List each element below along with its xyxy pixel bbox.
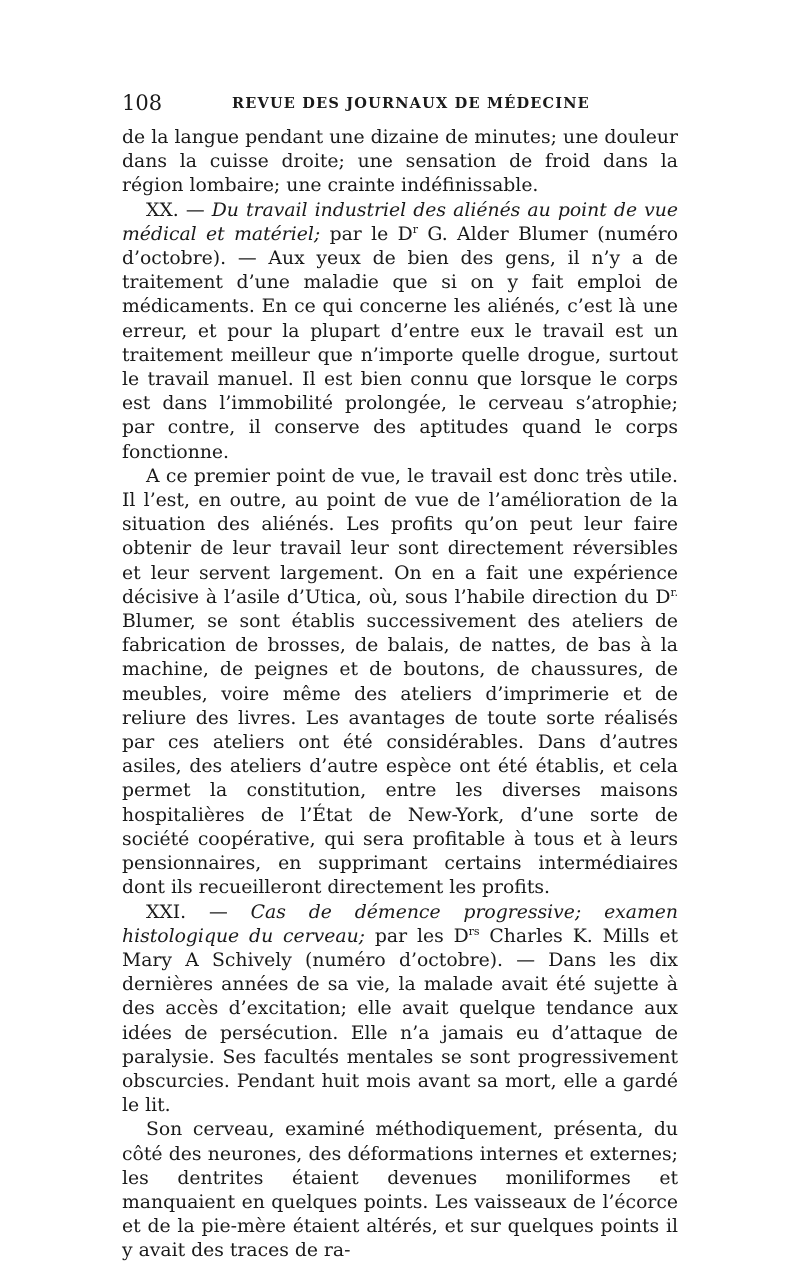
article-number: XX. —: [146, 199, 212, 221]
book-page: [122, 88, 678, 1264]
paragraph-text: Dans les dix dernières années de sa vie, la malade avait été sujette à des accès d’excitation; elle avait quelque tendance aux idées de persécution. Elle n’a jamais eu d’attaque de paralysie. Ses facultés mentales se sont progressivement obscurcies. Pendant huit mois avant sa mort, elle a gardé le lit.: [122, 949, 678, 1117]
article-byline-superscript: r: [412, 222, 418, 236]
article-byline: par les D: [365, 925, 469, 947]
paragraph: [122, 465, 678, 901]
article-title: Du travail industriel des aliénés au point de vue médical et matériel;: [122, 199, 678, 245]
paragraph-text: de la langue pendant une dizaine de minutes; une douleur dans la cuisse droite; une sensation de froid dans la région lombaire; une crainte indéfinissable.: [122, 127, 678, 197]
paragraph: [122, 1118, 678, 1263]
running-title: REVUE DES JOURNAUX DE MÉDECINE: [232, 95, 590, 112]
paragraph-text: Aux yeux de bien des gens, il n’y a de traitement d’une maladie que si on y fait emploi de médicaments. En ce qui concerne les aliénés, c’est là une erreur, et pour la plupart d’entre eux le travail est un traitement meilleur que n’importe quelle drogue, surtout le travail manuel. Il est bien connu que lorsque le corps est dans l’immobilité prolongée, le cerveau s’atrophie; par contre, il conserve des aptitudes quand le corps fonctionne.: [122, 248, 678, 463]
paragraph-continuation: [122, 126, 678, 199]
article-byline-rest: G. Alder Blumer (numéro d’octobre). —: [122, 223, 679, 270]
article-byline-rest: Charles K. Mills et Mary A Schively (numéro d’octobre). —: [122, 925, 678, 971]
body-text: [122, 126, 678, 1264]
article-title: Cas de démence progressive; examen histologique du cerveau;: [122, 901, 678, 947]
paragraph-text: Son cerveau, examiné méthodiquement, présenta, du côté des neurones, des déformations internes et externes; les dentrites étaient devenues moniliformes et manquaient en quelques points. Les vaisseaux de l’écorce et de la pie-mère étaient altérés, et sur quelques points il y avait des traces de ra-: [122, 1119, 678, 1262]
paragraph-text: A ce premier point de vue, le travail est donc très utile. Il l’est, en outre, au point de vue de l’amélioration de la situation des aliénés. Les profits qu’on peut leur faire obtenir de leur travail leur sont directement réversibles et leur servent largement. On en a fait une expérience décisive à l’asile d’Utica, où, sous l’habile direction du D: [122, 465, 678, 608]
running-head: [122, 88, 678, 118]
article-byline-superscript: rs: [468, 924, 480, 938]
article-number: XXI. —: [146, 901, 251, 923]
article-xxi: [122, 901, 678, 1119]
doctor-abbreviation-superscript: r.: [670, 585, 678, 599]
article-xx: [122, 199, 678, 465]
paragraph-text-rest: Blumer, se sont établis successivement des ateliers de fabrication de brosses, de balais, de nattes, de bas à la machine, de peignes et de boutons, de chaussures, de meubles, voire même des ateliers d’imprimerie et de reliure des livres. Les avantages de toute sorte réalisés par ces ateliers ont été considérables. Dans d’autres asiles, des ateliers d’autre espèce ont été établis, et cela permet la constitution, entre les diverses maisons hospitalières de l’État de New-York, d’une sorte de société coopérative, qui sera profitable à tous et à leurs pensionnaires, en supprimant certains intermédiaires dont ils recueilleront directement les profits.: [122, 611, 678, 899]
article-byline: par le D: [320, 223, 413, 245]
page-number: 108: [122, 91, 163, 115]
